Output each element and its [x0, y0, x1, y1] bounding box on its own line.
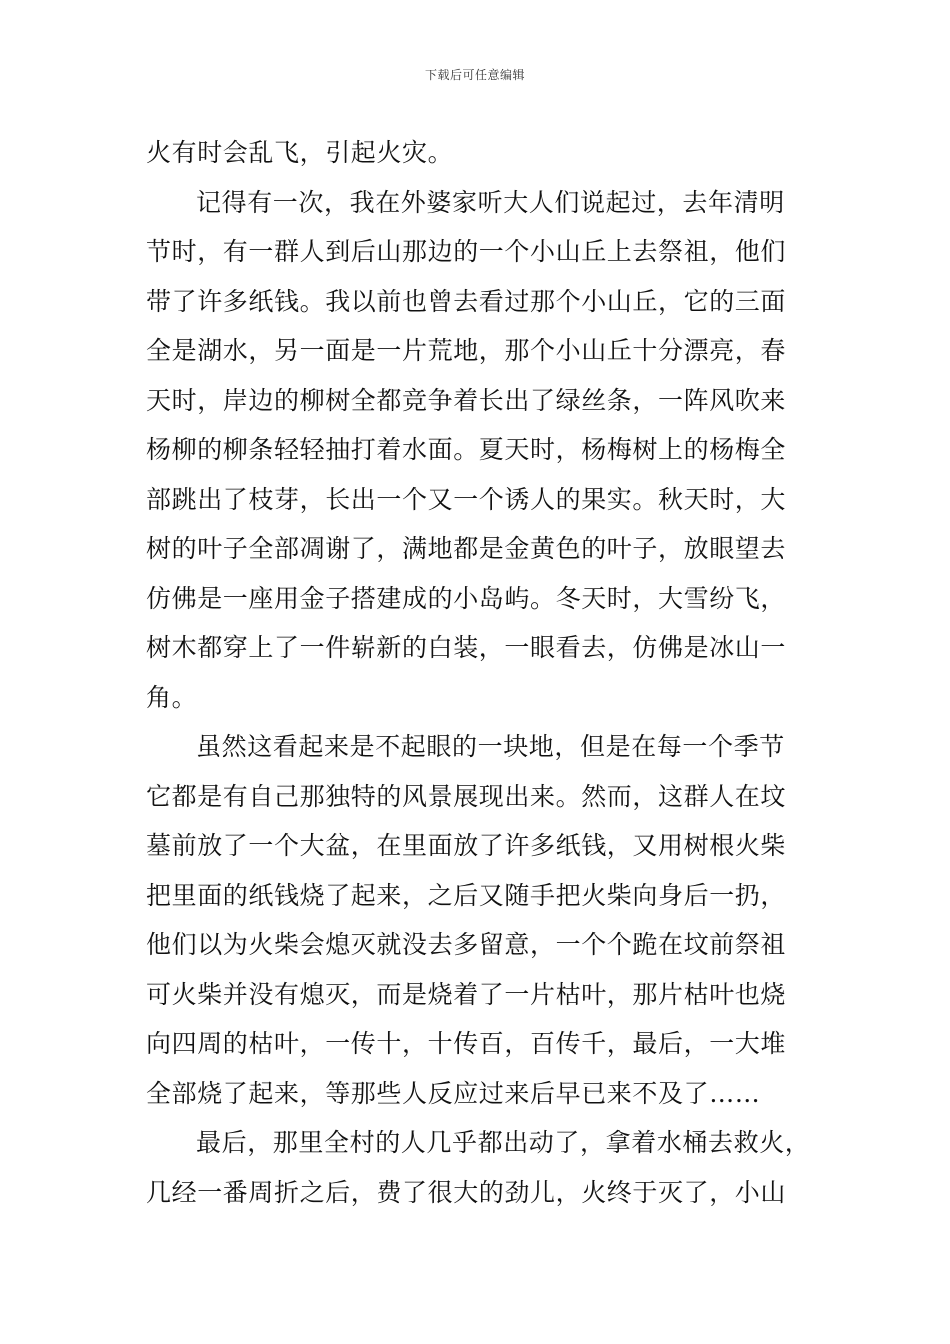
text-line: 火有时会乱飞，引起火灾。 [146, 138, 454, 167]
text-line: 虽然这看起来是不起眼的一块地，但是在每一个季节 [196, 732, 785, 761]
text-line: 向四周的枯叶，一传十，十传百，百传千，最后，一大堆 [146, 1029, 787, 1058]
text-line: 带了许多纸钱。我以前也曾去看过那个小山丘，它的三面 [146, 286, 787, 316]
text-line: 节时，有一群人到后山那边的一个小山丘上去祭祖，他们 [146, 237, 787, 266]
text-line: 全部烧了起来，等那些人反应过来后早已来不及了…… [146, 1078, 761, 1108]
text-line: 树的叶子全部凋谢了，满地都是金黄色的叶子，放眼望去 [146, 534, 787, 563]
text-line: 树木都穿上了一件崭新的白装，一眼看去，仿佛是冰山一 [146, 633, 787, 662]
text-line: 把里面的纸钱烧了起来，之后又随手把火柴向身后一扔， [146, 880, 787, 910]
text-line: 记得有一次，我在外婆家听大人们说起过，去年清明 [196, 187, 785, 217]
text-line: 杨柳的柳条轻轻抽打着水面。夏天时，杨梅树上的杨梅全 [146, 435, 787, 464]
text-line: 可火柴并没有熄灭，而是烧着了一片枯叶，那片枯叶也烧 [146, 979, 787, 1009]
document-body [146, 128, 816, 1217]
page-header: 下载后可任意编辑 [424, 68, 525, 82]
text-line: 几经一番周折之后，费了很大的劲儿，火终于灭了，小山 [146, 1177, 787, 1207]
text-line: 全是湖水，另一面是一片荒地，那个小山丘十分漂亮，春 [146, 336, 787, 365]
text-line: 仿佛是一座用金子搭建成的小岛屿。冬天时，大雪纷飞， [146, 583, 787, 613]
text-line: 他们以为火柴会熄灭就没去多留意，一个个跪在坟前祭祖 [146, 930, 787, 959]
text-line: 角。 [146, 682, 198, 712]
text-line: 天时，岸边的柳树全都竞争着长出了绿丝条，一阵风吹来 [146, 385, 787, 415]
text-line: 部跳出了枝芽，长出一个又一个诱人的果实。秋天时，大 [146, 484, 787, 514]
text-line: 墓前放了一个大盆，在里面放了许多纸钱，又用树根火柴 [146, 831, 787, 860]
text-line: 最后，那里全村的人几乎都出动了，拿着水桶去救火， [196, 1128, 811, 1157]
text-line: 它都是有自己那独特的风景展现出来。然而，这群人在坟 [146, 781, 787, 811]
